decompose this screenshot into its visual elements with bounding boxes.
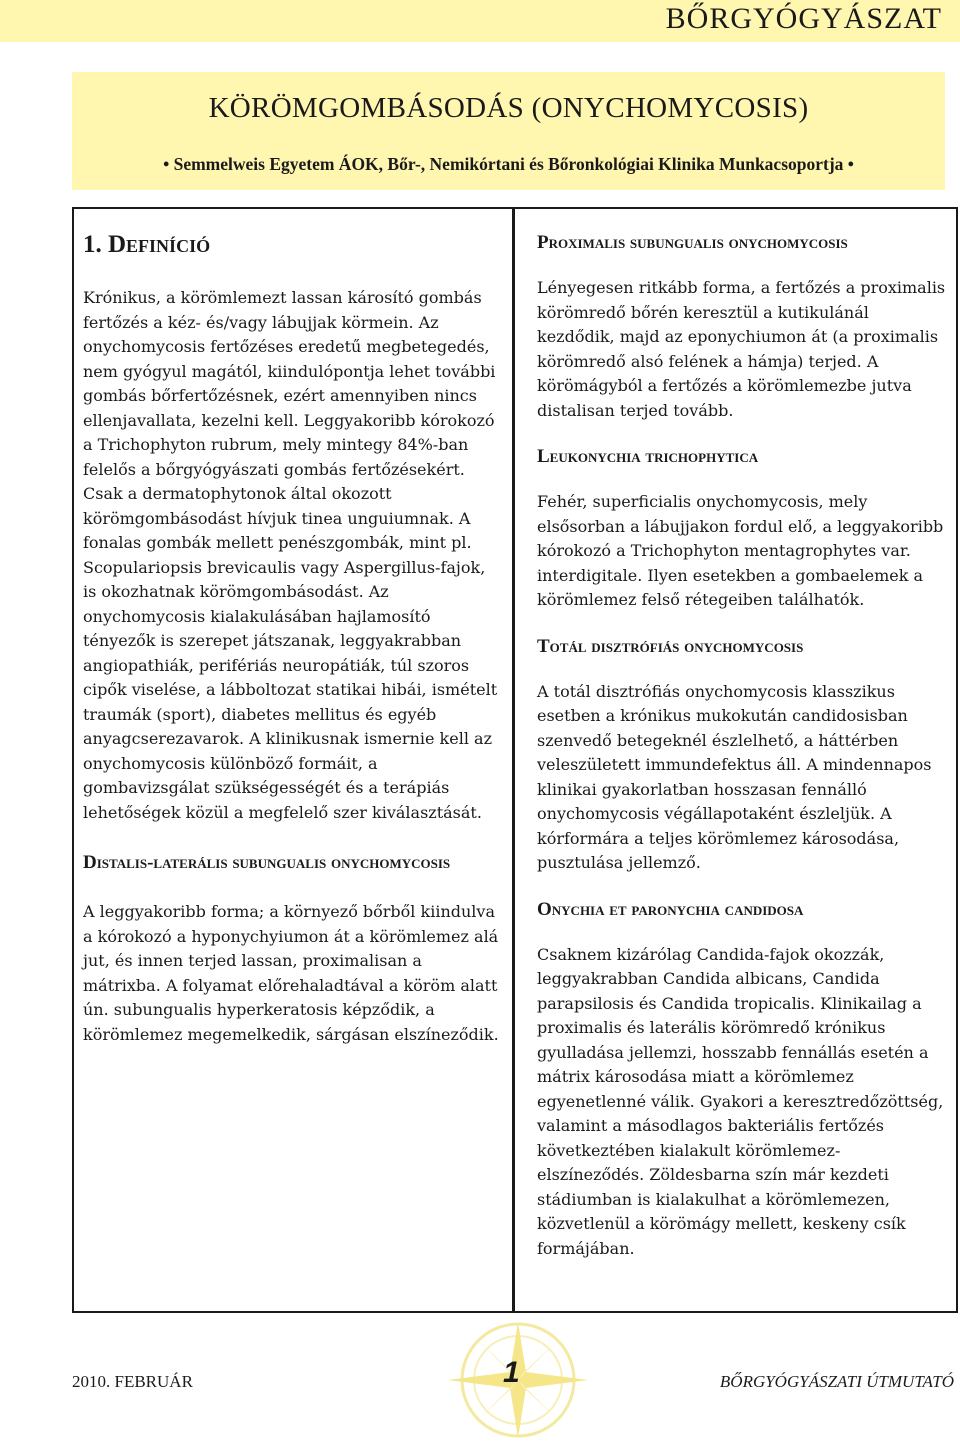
leuko-heading: Leukonychia trichophytica bbox=[537, 446, 759, 467]
proximal-heading: Proximalis subungualis onychomycosis bbox=[537, 232, 848, 253]
distal-text: A leggyakoribb forma; a környező bőrből kiindulva a kórokozó a hyponychyiumon át a körömlemez alá jut, és innen terjed lassan, proximalisan a mátrixba. A folyamat előrehaladtával a köröm alatt ún. subungualis hyperkeratosis képződik, a körömlemez megemelkedik, sárgásan elszíneződik. bbox=[83, 902, 499, 1044]
page-number: 1 bbox=[503, 1356, 520, 1389]
total-heading: Totál disztrófiás onychomycosis bbox=[537, 635, 804, 657]
total-text: A totál disztrófiás onychomycosis klasszikus esetben a krónikus mukokután candidosisban szenvedő betegeknél észlelhető, a háttérben veleszületett immundefektus áll. A mindennapos klinikai gyakorlatban hosszasan fennálló onychomycosis végállapotaként észleljük. A kórformára a teljes körömlemez károsodása, pusztulása jellemző. bbox=[537, 681, 932, 872]
title-banner bbox=[72, 72, 945, 190]
definition-heading: 1. Definíció bbox=[83, 231, 211, 258]
distal-heading: Distalis-laterális subungualis onychomycosis bbox=[83, 852, 451, 873]
onychia-heading: Onychia et paronychia candidosa bbox=[537, 898, 804, 920]
left-column bbox=[83, 207, 503, 1047]
definition-text: Krónikus, a körömlemezt lassan károsító gombás fertőzés a kéz- és/vagy lábujjak körmein. Az onychomycosis fertőzéses eredetű megbetegedés, nem gyógyul magától, kiindulópontja lehet további gombás bőrfertőzésnek, ezért amennyiben nincs ellenjavallata, kezelni kell. Leggyakoribb kórokozó a Trichophyton rubrum, mely mintegy 84%-ban felelős a bőrgyógyászati gombás fertőzésekért. Csak a dermatophytonok által okozott körömgombásodást hívjuk tinea unguiumnak. A fonalas gombák mellett penészgombák, mint pl. Scopulariopsis brevicaulis vagy Aspergillus-fajok, is okozhatnak körömgombásodást. Az onychomycosis kialakulásában hajlamosító tényezők is szerepet játszanak, leggyakrabban angiopathiák, perifériás neuropátiák, túl szoros cipők viselése, a lábboltozat statikai hibái, ismételt traumák (sport), diabetes mellitus és egyéb anyagcserezavarok. A klinikusnak ismernie kell az onychomycosis különböző formáit, a gombavizsgálat szükségességét és a terápiás lehetőségek közül a megfelelő szer kiválasztását. bbox=[83, 288, 498, 822]
footer-publication: BŐRGYÓGYÁSZATI ÚTMUTATÓ bbox=[719, 1372, 954, 1391]
top-bar bbox=[0, 0, 960, 42]
article-title: KÖRÖMGOMBÁSODÁS (ONYCHOMYCOSIS) bbox=[208, 92, 809, 124]
section-title: BŐRGYÓGYÁSZAT bbox=[665, 2, 942, 35]
article-authors: • Semmelweis Egyetem ÁOK, Bőr-, Nemikórtani és Bőronkológiai Klinika Munkacsoportja • bbox=[163, 154, 854, 174]
footer-date: 2010. FEBRUÁR bbox=[72, 1372, 193, 1391]
onychia-text: Csaknem kizárólag Candida-fajok okozzák, leggyakrabban Candida albicans, Candida parapsilosis és Candida tropicalis. Klinikailag a proximalis és laterális körömredő krónikus gyulladása jellemzi, hosszabb fennállás esetén a mátrix károsodása miatt a körömlemez egyenetlenné válik. Gyakori a keresztredőzöttség, valamint a másodlagos bakteriális fertőzés következtében kialakult körömlemez-elszíneződés. Zöldesbarna szín már kezdeti stádiumban is kialakulhat a körömlemezen, közvetlenül a körömágy mellett, keskeny csík formájában. bbox=[537, 944, 944, 1258]
leuko-text: Fehér, superficialis onychomycosis, mely elsősorban a lábujjakon fordul elő, a leggyakoribb kórokozó a Trichophyton mentagrophytes var. interdigitale. Ilyen esetekben a gombaelemek a körömlemez felső rétegeiben találhatók. bbox=[537, 492, 944, 609]
right-column bbox=[537, 207, 947, 1261]
column-divider bbox=[512, 207, 515, 1313]
proximal-text: Lényegesen ritkább forma, a fertőzés a proximalis körömredő bőrén keresztül a kutikulánál kezdődik, majd az eponychiumon át (a proximalis körömredő alsó felének a hámja) terjed. A körömágyból a fertőzés a körömlemezbe jutva distalisan terjed tovább. bbox=[537, 278, 946, 420]
